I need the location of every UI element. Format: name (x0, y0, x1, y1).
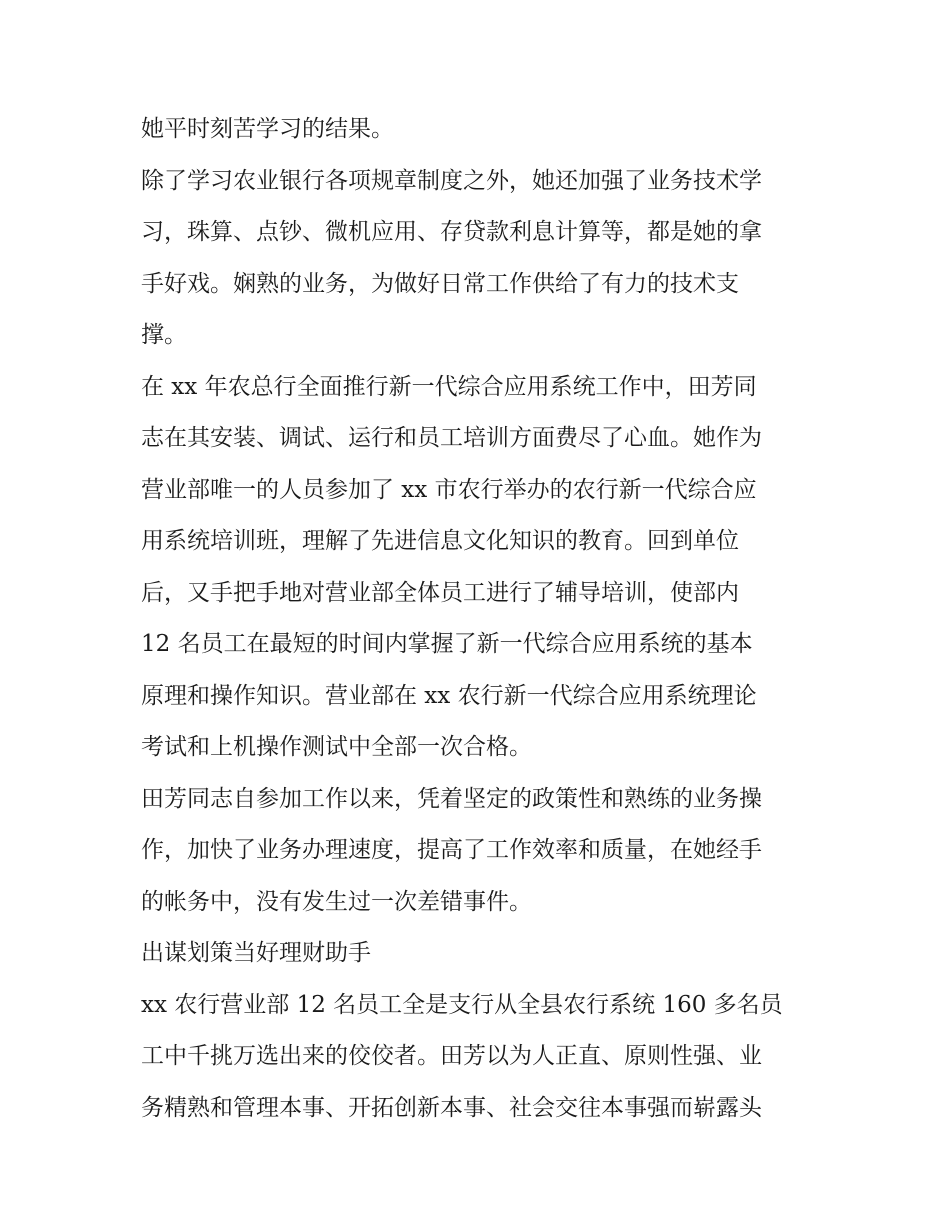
text-line: 营业部唯一的人员参加了 xx 市农行举办的农行新一代综合应 (141, 476, 757, 503)
text-line: 的帐务中，没有发生过一次差错事件。 (141, 888, 532, 915)
text-line: 撑。 (141, 322, 187, 348)
text-line: 工中千挑万选出来的佼佼者。田芳以为人正直、原则性强、业 (141, 1043, 762, 1069)
text-line: 她平时刻苦学习的结果。 (141, 116, 394, 142)
text-line: 后，又手把手地对营业部全体员工进行了辅导培训，使部内 (141, 579, 739, 606)
text-line: 作，加快了业务办理速度，提高了工作效率和质量，在她经手 (141, 837, 762, 863)
document-body (141, 104, 813, 1134)
text-line: xx 农行营业部 12 名员工全是支行从全县农行系统 160 多名员 (141, 991, 783, 1018)
text-line: 考试和上机操作测试中全部一次合格。 (141, 734, 532, 760)
text-line: 务精熟和管理本事、开拓创新本事、社会交往本事强而崭露头 (141, 1094, 762, 1121)
text-line: 在 xx 年农总行全面推行新一代综合应用系统工作中，田芳同 (141, 373, 757, 400)
text-line: 原理和操作知识。营业部在 xx 农行新一代综合应用系统理论 (141, 682, 757, 709)
text-line: 志在其安装、调试、运行和员工培训方面费尽了心血。她作为 (141, 425, 762, 451)
section-heading: 出谋划策当好理财助手 (141, 940, 371, 966)
text-line: 除了学习农业银行各项规章制度之外，她还加强了业务技术学 (141, 167, 762, 194)
text-line: 习，珠算、点钞、微机应用、存贷款利息计算等，都是她的拿 (141, 219, 762, 245)
text-line: 12 名员工在最短的时间内掌握了新一代综合应用系统的基本 (141, 631, 753, 657)
text-line: 用系统培训班，理解了先进信息文化知识的教育。回到单位 (141, 528, 739, 554)
text-line: 田芳同志自参加工作以来，凭着坚定的政策性和熟练的业务操 (141, 785, 762, 812)
text-line: 手好戏。娴熟的业务，为做好日常工作供给了有力的技术支 (141, 270, 739, 297)
